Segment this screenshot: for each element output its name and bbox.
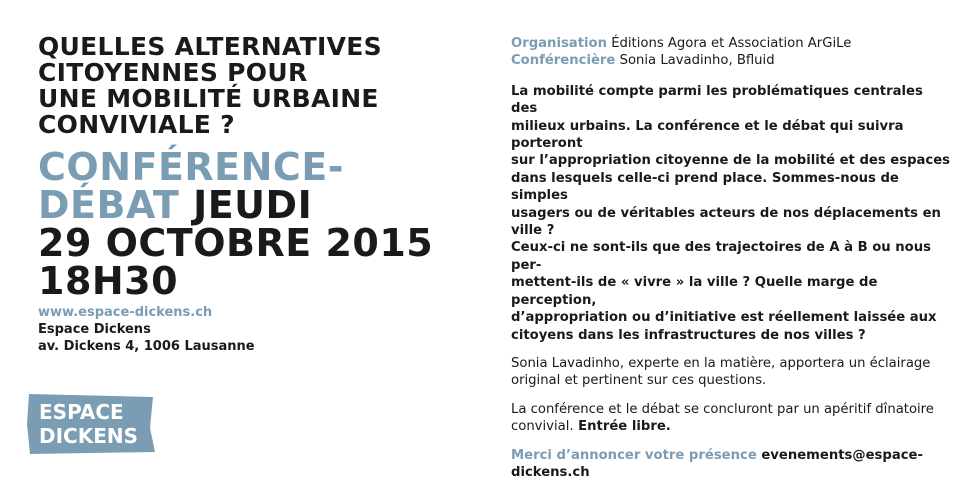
- intro-line: citoyens dans les infrastructures de nos villes ?: [511, 327, 866, 343]
- closing-line: La conférence et le débat se concluront par un apéritif dînatoire: [511, 401, 934, 417]
- event-details: [38, 145, 478, 303]
- venue-url-link[interactable]: www.espace-dickens.ch: [38, 305, 213, 320]
- event-announcement: [38, 34, 478, 355]
- speaker-row: [511, 52, 951, 69]
- venue-address: av. Dickens 4, 1006 Lausanne: [38, 339, 255, 354]
- event-description: [511, 35, 951, 481]
- closing-paragraph: [511, 401, 951, 436]
- rsvp-line: [511, 447, 951, 482]
- intro-line: milieux urbains. La conférence et le débat qui suivra porteront: [511, 118, 904, 152]
- rsvp-email-link[interactable]: evenements@espace-dickens.ch: [511, 447, 923, 480]
- intro-line: mettent-ils de « vivre » la ville ? Quelle marge de perception,: [511, 275, 878, 308]
- venue-info: [38, 304, 478, 355]
- speaker-paragraph-line: original et pertinent sur ces questions.: [511, 373, 767, 389]
- event-date: 29 OCTOBRE 2015: [38, 221, 434, 265]
- intro-paragraph: [511, 83, 951, 344]
- intro-line: usagers ou de véritables acteurs de nos déplacements en ville ?: [511, 205, 941, 239]
- intro-line: d’appropriation ou d’initiative est réellement laissée aux: [511, 310, 937, 326]
- organisation-value: Éditions Agora et Association ArGiLe: [611, 36, 852, 51]
- intro-line: La mobilité compte parmi les problématiques centrales des: [511, 83, 923, 117]
- event-type-line1: CONFÉRENCE-: [38, 145, 345, 189]
- event-day: JEUDI: [179, 183, 313, 227]
- logo-text-line2: DICKENS: [39, 424, 139, 448]
- headline-line: QUELLES ALTERNATIVES: [38, 32, 382, 61]
- speaker-paragraph: [511, 355, 951, 390]
- speaker-value: Sonia Lavadinho, Bfluid: [619, 53, 775, 69]
- closing-text: convivial.: [511, 419, 574, 435]
- organisation-label: Organisation: [511, 36, 607, 51]
- organisation-row: [511, 35, 951, 52]
- rsvp-label: Merci d’annoncer votre présence: [511, 447, 757, 463]
- meta-block: [511, 35, 951, 70]
- logo-text-line1: ESPACE: [39, 400, 124, 424]
- intro-line: Ceux-ci ne sont-ils que des trajectoires de A à B ou nous per-: [511, 240, 931, 273]
- headline-line: CONVIVIALE ?: [38, 110, 235, 139]
- headline-line: CITOYENNES POUR: [38, 58, 308, 87]
- espace-dickens-logo: [27, 394, 155, 454]
- headline-line: UNE MOBILITÉ URBAINE: [38, 84, 379, 113]
- free-entry-note: Entrée libre.: [573, 419, 671, 435]
- event-type-line2: DÉBAT: [38, 183, 180, 227]
- intro-line: dans lesquels celle-ci prend place. Sommes-nous de simples: [511, 170, 899, 204]
- headline: [38, 34, 478, 138]
- speaker-paragraph-line: Sonia Lavadinho, experte en la matière, apportera un éclairage: [511, 355, 931, 371]
- intro-line: sur l’appropriation citoyenne de la mobilité et des espaces: [511, 153, 951, 169]
- logo-graphic: [27, 394, 155, 454]
- venue-name: Espace Dickens: [38, 322, 151, 337]
- speaker-label: Conférencière: [511, 53, 616, 69]
- event-time: 18H30: [38, 259, 179, 303]
- closing-line-2: [511, 418, 951, 435]
